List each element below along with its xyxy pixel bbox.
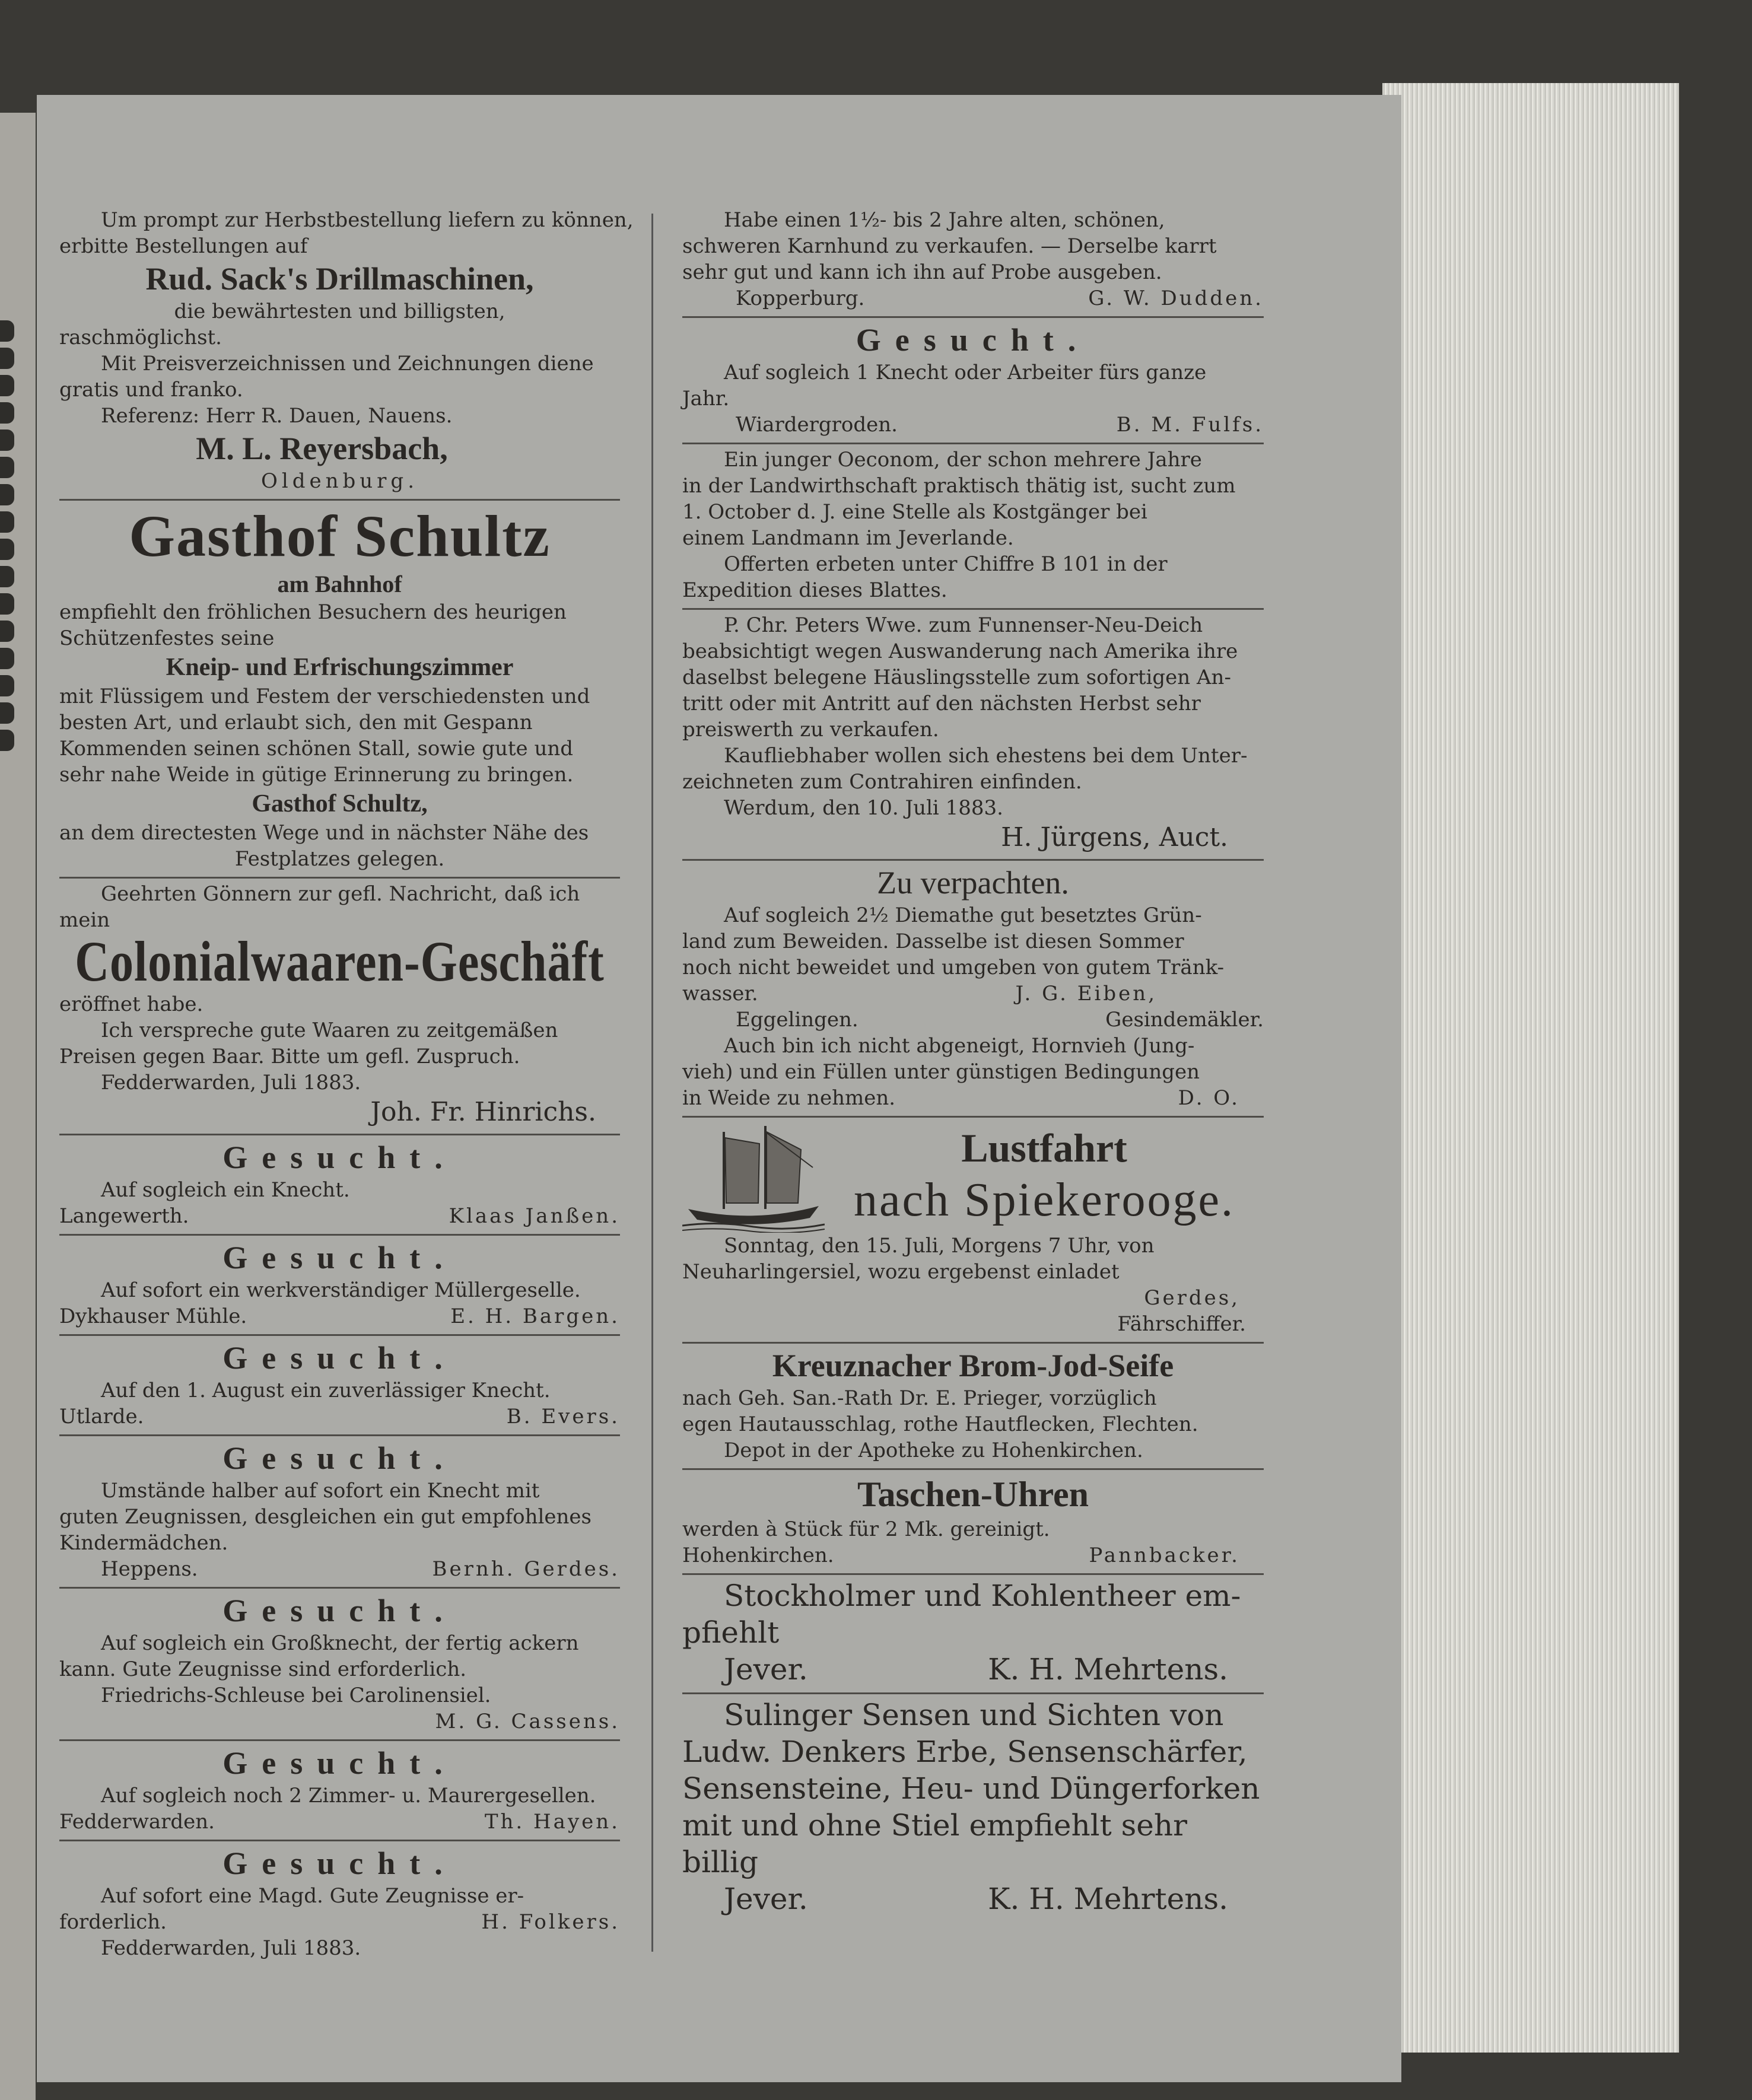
- text-line: Festplatzes gelegen.: [234, 847, 445, 871]
- ad-heading: Gesucht.: [222, 1745, 457, 1781]
- text-line: billig: [682, 1845, 758, 1879]
- text-line: noch nicht beweidet und umgeben von gutem Tränk-: [682, 956, 1225, 979]
- advertiser-name: H. Folkers.: [481, 1910, 620, 1934]
- text-line: mein: [59, 908, 110, 932]
- text-line: in Weide zu nehmen.: [682, 1086, 896, 1110]
- text-line: pfiehlt: [682, 1615, 780, 1650]
- ad-heading: Gesucht.: [222, 1140, 457, 1175]
- advertiser-name: K. H. Mehrtens.: [988, 1652, 1228, 1687]
- ad-heading: Taschen-Uhren: [857, 1475, 1089, 1514]
- text-line: an dem directesten Wege und in nächster Nähe des: [59, 821, 589, 845]
- ad-kohlentheer: [682, 1575, 1264, 1694]
- text-line: einem Landmann im Jeverlande.: [682, 526, 1014, 550]
- text-line: vieh) und ein Füllen unter günstigen Bedingungen: [682, 1060, 1200, 1084]
- text-line: Habe einen 1½- bis 2 Jahre alten, schönen,: [724, 208, 1165, 232]
- column-divider: [651, 214, 653, 1952]
- text-line: Auf sogleich ein Großknecht, der fertig ackern: [101, 1631, 579, 1655]
- text-line: Mit Preisverzeichnissen und Zeichnungen diene: [101, 352, 594, 376]
- text-line: Kommenden seinen schönen Stall, sowie gute und: [59, 737, 574, 761]
- text-line: Werdum, den 10. Juli 1883.: [724, 796, 1003, 820]
- ad-taschen-uhren: [682, 1470, 1264, 1575]
- text-line: werden à Stück für 2 Mk. gereinigt.: [682, 1517, 1050, 1541]
- ad-colonialwaaren: [59, 879, 620, 1135]
- ad-place: Wiardergroden.: [736, 413, 898, 437]
- advertiser-name: D. O.: [1178, 1086, 1240, 1110]
- ad-heading: Zu verpachten.: [877, 865, 1069, 901]
- text-line: Um prompt zur Herbstbestellung liefern zu können,: [101, 208, 634, 232]
- text-line: Preisen gegen Baar. Bitte um gefl. Zuspruch.: [59, 1045, 520, 1068]
- text-line: Schützenfestes seine: [59, 626, 275, 650]
- advertiser-name: E. H. Bargen.: [450, 1304, 620, 1328]
- text-line: wasser.: [682, 982, 758, 1006]
- ad-brom-jod-seife: [682, 1344, 1264, 1470]
- text-line: Stockholmer und Kohlentheer em-: [724, 1579, 1241, 1613]
- advertiser-name: Bernh. Gerdes.: [432, 1557, 620, 1581]
- text-line: Kindermädchen.: [59, 1531, 228, 1555]
- text-line: 1. October d. J. eine Stelle als Kostgänger bei: [682, 500, 1147, 524]
- text-line: kann. Gute Zeugnisse sind erforderlich.: [59, 1657, 467, 1681]
- text-line: Fedderwarden, Juli 1883.: [101, 1071, 361, 1094]
- text-line: Kaufliebhaber wollen sich ehestens bei dem Unter-: [724, 744, 1248, 768]
- advertiser-title: Gesindemäkler.: [1105, 1008, 1264, 1032]
- text-line: Friedrichs-Schleuse bei Carolinensiel.: [101, 1684, 491, 1707]
- advertiser-name: G. W. Dudden.: [1088, 287, 1264, 310]
- ad-gesucht-3: [59, 1336, 620, 1436]
- ad-heading: Gesucht.: [222, 1593, 457, 1628]
- text-line: Offerten erbeten unter Chiffre B 101 in der: [724, 552, 1168, 576]
- text-line: egen Hautausschlag, rothe Hautflecken, Flechten.: [682, 1412, 1198, 1436]
- ad-heading: Gesucht.: [222, 1240, 457, 1275]
- advertiser-name: B. M. Fulfs.: [1116, 413, 1264, 437]
- text-line: eröffnet habe.: [59, 992, 204, 1016]
- ad-place: Jever.: [724, 1882, 808, 1916]
- text-line: besten Art, und erlaubt sich, den mit Gespann: [59, 711, 533, 734]
- text-line: Ludw. Denkers Erbe, Sensenschärfer,: [682, 1735, 1248, 1769]
- advertiser-name: B. Evers.: [506, 1405, 620, 1428]
- ad-gesucht-5: [59, 1589, 620, 1741]
- text-line: Sensensteine, Heu- und Düngerforken: [682, 1771, 1260, 1806]
- text-line: tritt oder mit Antritt auf den nächsten Herbst sehr: [682, 692, 1201, 715]
- advertiser-title: Fährschiffer.: [1117, 1312, 1246, 1336]
- text-line: preiswerth zu verkaufen.: [682, 718, 939, 742]
- ad-place: Utlarde.: [59, 1405, 144, 1428]
- advertiser-name: Klaas Janßen.: [449, 1204, 620, 1228]
- ad-heading: Colonialwaaren-Geschäft: [75, 931, 605, 994]
- text-line: Auf sogleich 1 Knecht oder Arbeiter fürs ganze: [724, 361, 1207, 384]
- ad-heading: Lustfahrt: [961, 1125, 1127, 1170]
- advertiser-name: Joh. Fr. Hinrichs.: [370, 1097, 596, 1127]
- text-line: Auf sogleich ein Knecht.: [101, 1178, 350, 1202]
- ad-heading: Gesucht.: [856, 322, 1090, 358]
- ad-karnhund: [682, 205, 1264, 318]
- ad-subheading: Kneip- und Erfrischungszimmer: [166, 654, 514, 681]
- ad-heading: Gasthof Schultz: [129, 503, 551, 569]
- ad-place: Heppens.: [101, 1557, 198, 1581]
- text-line: mit Flüssigem und Festem der verschiedensten und: [59, 685, 590, 708]
- advertiser-name: J. G. Eiben,: [1015, 982, 1157, 1006]
- text-line: P. Chr. Peters Wwe. zum Funnenser-Neu-Deich: [724, 613, 1203, 637]
- ad-place: Kopperburg.: [736, 287, 865, 310]
- text-line: guten Zeugnissen, desgleichen ein gut empfohlenes: [59, 1505, 592, 1529]
- text-line: Jahr.: [682, 387, 730, 411]
- advertiser-name: Th. Hayen.: [484, 1810, 620, 1834]
- ad-place: Fedderwarden.: [59, 1810, 215, 1834]
- ad-place: Dykhauser Mühle.: [59, 1304, 247, 1328]
- ad-peters-haeuslingsstelle: [682, 610, 1264, 861]
- text-line: raschmöglichst.: [59, 326, 222, 349]
- text-line: daselbst belegene Häuslingsstelle zum sofortigen An-: [682, 666, 1231, 689]
- ad-zu-verpachten: [682, 861, 1264, 1118]
- sailing-ship-illustration: [682, 1120, 825, 1233]
- text-line: die bewährtesten und billigsten,: [174, 300, 505, 323]
- ad-place: Jever.: [724, 1652, 808, 1687]
- text-line: Ein junger Oeconom, der schon mehrere Jahre: [724, 448, 1202, 472]
- text-line: forderlich.: [59, 1910, 167, 1934]
- ad-subheading: nach Spiekerooge.: [854, 1174, 1235, 1226]
- ad-heading: Kreuznacher Brom-Jod-Seife: [772, 1348, 1174, 1383]
- advertiser-name: K. H. Mehrtens.: [988, 1882, 1228, 1916]
- text-line: mit und ohne Stiel empfiehlt sehr: [682, 1808, 1187, 1843]
- text-line: nach Geh. San.-Rath Dr. E. Prieger, vorzüglich: [682, 1386, 1157, 1410]
- text-line: Auch bin ich nicht abgeneigt, Hornvieh (Jung-: [724, 1034, 1195, 1058]
- advertiser-name: Pannbacker.: [1089, 1544, 1240, 1567]
- advertiser-place: Oldenburg.: [260, 469, 419, 493]
- left-column: [59, 205, 634, 1966]
- text-line: Auf den 1. August ein zuverlässiger Knecht.: [101, 1379, 551, 1402]
- text-line: in der Landwirthschaft praktisch thätig ist, sucht zum: [682, 474, 1236, 498]
- ad-gesucht-4: [59, 1436, 620, 1589]
- ad-place: Eggelingen.: [736, 1008, 858, 1032]
- text-line: Umstände halber auf sofort ein Knecht mit: [101, 1479, 540, 1503]
- previous-page-edge: [0, 113, 36, 2100]
- text-line: gratis und franko.: [59, 378, 243, 402]
- ad-heading: Gesucht.: [222, 1340, 457, 1376]
- text-line: Depot in der Apotheke zu Hohenkirchen.: [724, 1439, 1143, 1462]
- ad-subheading: Gasthof Schultz,: [252, 790, 428, 817]
- ad-gesucht-6: [59, 1741, 620, 1841]
- text-line: Sonntag, den 15. Juli, Morgens 7 Uhr, von: [724, 1234, 1155, 1258]
- text-line: Geehrten Gönnern zur gefl. Nachricht, daß ich: [101, 882, 580, 906]
- ad-gesucht-8: [682, 318, 1264, 444]
- text-line: Auf sofort ein werkverständiger Müllergeselle.: [101, 1278, 581, 1302]
- ad-place: Hohenkirchen.: [682, 1544, 834, 1567]
- ad-heading: Gesucht.: [222, 1440, 457, 1476]
- text-line: Sulinger Sensen und Sichten von: [724, 1698, 1224, 1732]
- ad-lustfahrt: [682, 1118, 1264, 1344]
- text-line: empfiehlt den fröhlichen Besuchern des heurigen: [59, 600, 567, 624]
- ad-gesucht-1: [59, 1135, 620, 1236]
- book-page-stack: [1382, 83, 1679, 2053]
- ad-gesucht-7: [59, 1841, 620, 1966]
- advertiser-name: Gerdes,: [1144, 1286, 1240, 1310]
- ad-subheading: am Bahnhof: [277, 571, 402, 597]
- ad-sulinger-sensen: [682, 1694, 1264, 1922]
- text-line: Ich verspreche gute Waaren zu zeitgemäßen: [101, 1019, 558, 1042]
- ad-drillmaschinen: [59, 205, 634, 501]
- text-line: sehr nahe Weide in gütige Erinnerung zu bringen.: [59, 763, 574, 787]
- text-line: Fedderwarden, Juli 1883.: [101, 1936, 361, 1960]
- text-line: Referenz: Herr R. Dauen, Nauens.: [101, 404, 453, 428]
- ad-heading: Rud. Sack's Drillmaschinen,: [145, 261, 534, 297]
- text-line: Neuharlingersiel, wozu ergebenst einladet: [682, 1260, 1120, 1284]
- text-line: Auf sogleich noch 2 Zimmer- u. Maurergesellen.: [101, 1784, 596, 1808]
- advertiser-name: H. Jürgens, Auct.: [1001, 822, 1228, 852]
- text-line: sehr gut und kann ich ihn auf Probe ausgeben.: [682, 260, 1162, 284]
- text-line: beabsichtigt wegen Auswanderung nach Amerika ihre: [682, 639, 1238, 663]
- text-line: Auf sogleich 2½ Diemathe gut besetztes Grün-: [724, 903, 1202, 927]
- text-line: land zum Beweiden. Dasselbe ist diesen Sommer: [682, 930, 1184, 953]
- ad-gasthof-schultz: [59, 501, 620, 879]
- ad-gesucht-2: [59, 1236, 620, 1336]
- ad-place: Langewerth.: [59, 1204, 189, 1228]
- text-line: Auf sofort eine Magd. Gute Zeugnisse er-: [101, 1884, 524, 1908]
- advertiser-name: M. L. Reyersbach,: [196, 431, 448, 466]
- ad-heading: Gesucht.: [222, 1846, 457, 1881]
- text-line: zeichneten zum Contrahiren einfinden.: [682, 770, 1082, 794]
- previous-page-ornament: [0, 320, 17, 757]
- text-line: Expedition dieses Blattes.: [682, 578, 947, 602]
- right-column: [682, 205, 1264, 1922]
- ad-oeconom: [682, 444, 1264, 610]
- text-line: erbitte Bestellungen auf: [59, 234, 308, 258]
- text-line: schweren Karnhund zu verkaufen. — Derselbe karrt: [682, 234, 1217, 258]
- advertiser-name: M. G. Cassens.: [435, 1710, 620, 1733]
